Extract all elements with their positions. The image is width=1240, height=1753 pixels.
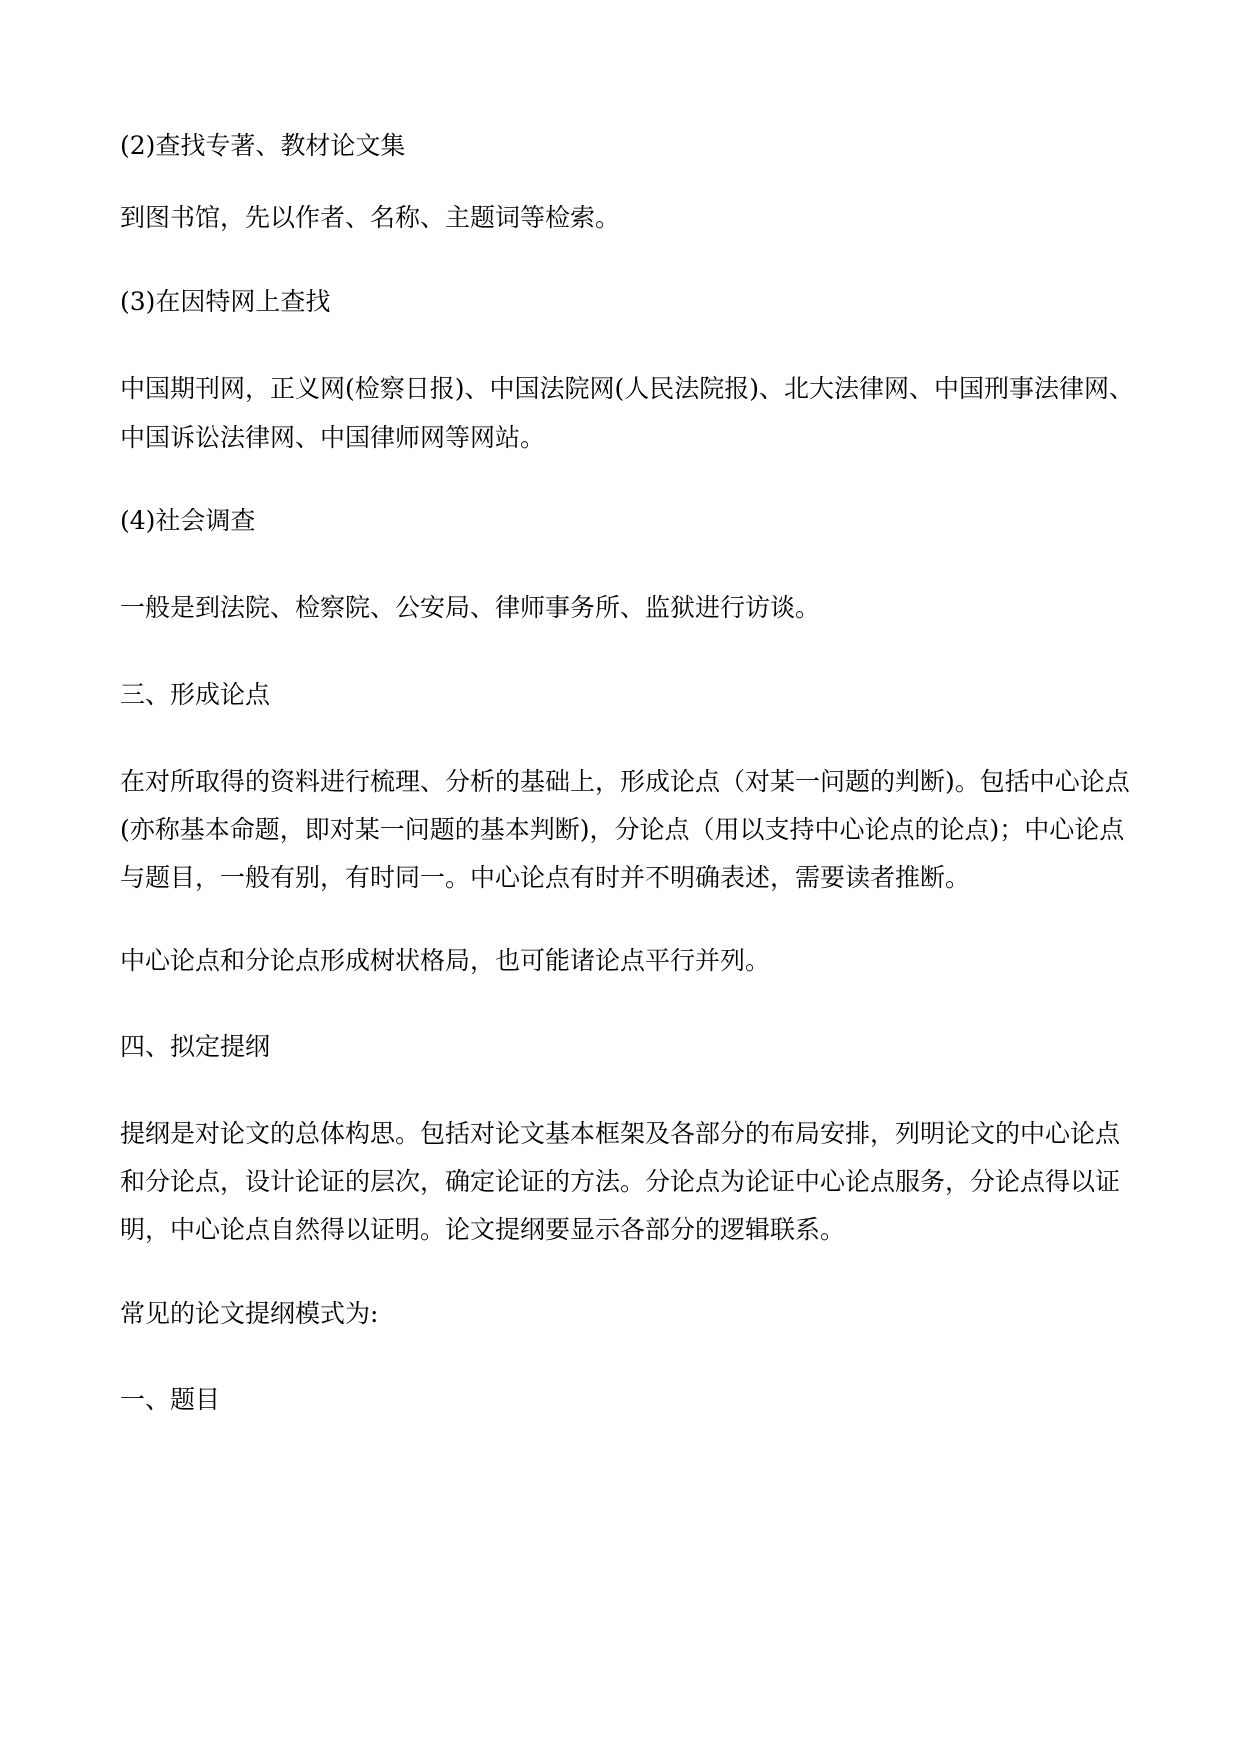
heading-internet-search: (3)在因特网上查找 <box>120 287 331 316</box>
paragraph-outline-line-1: 提纲是对论文的总体构思。包括对论文基本框架及各部分的布局安排，列明论文的中心论点 <box>120 1119 1121 1148</box>
heading-form-arguments: 三、形成论点 <box>120 680 271 709</box>
heading-draft-outline: 四、拟定提纲 <box>120 1032 271 1061</box>
paragraph-arguments-line-1: 在对所取得的资料进行梳理、分析的基础上，形成论点（对某一问题的判断)。包括中心论点 <box>120 767 1130 796</box>
paragraph-arguments-line-3: 与题目，一般有别，有时同一。中心论点有时并不明确表述，需要读者推断。 <box>120 863 971 892</box>
heading-title: 一、题目 <box>120 1385 221 1414</box>
paragraph-common-outline-pattern: 常见的论文提纲模式为: <box>120 1299 379 1328</box>
paragraph-websites-line-1: 中国期刊网，正义网(检察日报)、中国法院网(人民法院报)、北大法律网、中国刑事法律网、 <box>120 374 1135 403</box>
paragraph-arguments-line-2: (亦称基本命题，即对某一问题的基本判断)，分论点（用以支持中心论点的论点)；中心论点 <box>120 815 1125 844</box>
paragraph-interviews: 一般是到法院、检察院、公安局、律师事务所、监狱进行访谈。 <box>120 593 821 622</box>
paragraph-tree-structure: 中心论点和分论点形成树状格局，也可能诸论点平行并列。 <box>120 946 771 975</box>
paragraph-outline-line-3: 明，中心论点自然得以证明。论文提纲要显示各部分的逻辑联系。 <box>120 1215 846 1244</box>
paragraph-websites-line-2: 中国诉讼法律网、中国律师网等网站。 <box>120 423 546 452</box>
heading-social-survey: (4)社会调查 <box>120 506 256 535</box>
heading-search-monographs: (2)查找专著、教材论文集 <box>120 131 406 160</box>
paragraph-outline-line-2: 和分论点，设计论证的层次，确定论证的方法。分论点为论证中心论点服务，分论点得以证 <box>120 1167 1121 1196</box>
paragraph-library-search: 到图书馆，先以作者、名称、主题词等检索。 <box>120 203 621 232</box>
